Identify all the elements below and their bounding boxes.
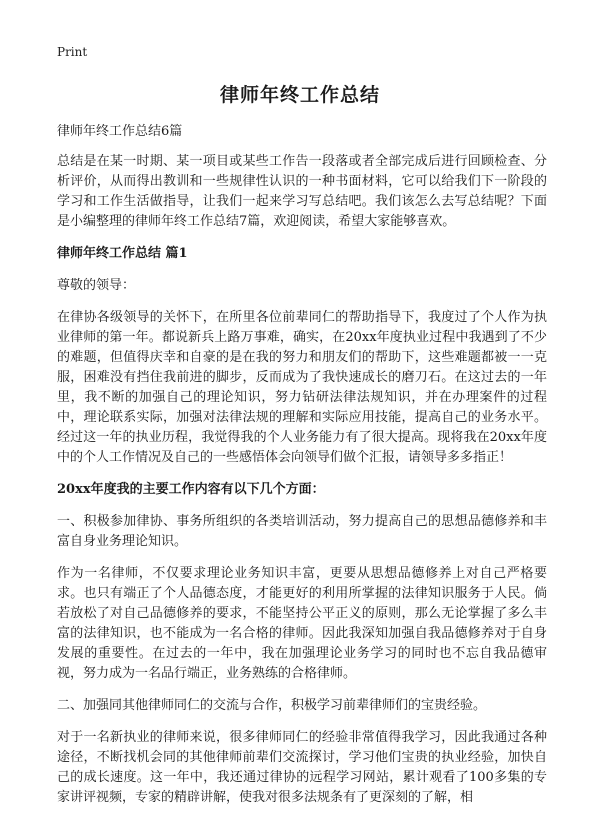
point-1: 一、积极参加律协、事务所组织的各类培训活动，努力提高自己的思想品德修养和丰富自身业务理论知识。 bbox=[57, 514, 547, 549]
greeting: 尊敬的领导： bbox=[57, 278, 136, 293]
body-paragraph-3: 对于一名新执业的律师来说，很多律师同仁的经验非常值得我学习，因此我通过各种途径，不断找机会同的其他律师前辈们交流探讨，学习他们宝贵的执业经验，加快自己的成长速度。这一年中，我还通过律协的远程学习网站，累计观看了100多集的专家讲评视频，专家的精辟讲解，使我对很多法规条有了更深刻的了解，相 bbox=[57, 730, 547, 805]
body-paragraph-1: 在律协各级领导的关怀下，在所里各位前辈同仁的帮助指导下，我度过了个人作为执业律师的第一年。都说新兵上路万事难，确实，在20xx年度执业过程中我遇到了不少的难题，但值得庆幸和自豪的是在我的努力和朋友们的帮助下，这些难题都被一一克服，困难没有挡住我前进的脚步，反而成为了我快速成长的磨刀石。在这过去的一年里，我不断的加强自己的理论知识，努力钻研法律法规知识，并在办理案件的过程中，理论联系实际，加强对法律法规的理解和实际应用技能，提高自己的业务水平。经过这一年的执业历程，我觉得我的个人业务能力有了很大提高。现将我在20xx年度中的个人工作情况及自己的一些感悟体会向领导们做个汇报，请领导多多指正！ bbox=[57, 310, 547, 465]
intro-paragraph: 总结是在某一时期、某一项目或某些工作告一段落或者全部完成后进行回顾检查、分析评价，从而得出教训和一些规律性认识的一种书面材料，它可以给我们下一阶段的学习和工作生活做指导，让我们一起来学习写总结吧。我们该怎么去写总结呢？下面是小编整理的律师年终工作总结7篇，欢迎阅读，希望大家能够喜欢。 bbox=[57, 154, 547, 229]
section-heading: 律师年终工作总结 篇1 bbox=[57, 246, 188, 261]
work-heading: 20xx年度我的主要工作内容有以下几个方面： bbox=[57, 482, 325, 497]
print-link[interactable]: Print bbox=[57, 45, 88, 59]
point-2: 二、加强同其他律师同仁的交流与合作，积极学习前辈律师们的宝贵经验。 bbox=[57, 698, 487, 713]
document-subtitle: 律师年终工作总结6篇 bbox=[57, 124, 183, 139]
body-paragraph-2: 作为一名律师，不仅要求理论业务知识丰富，更要从思想品德修养上对自己严格要求。也只有端正了个人品德态度，才能更好的利用所掌握的法律知识服务于人民。倘若放松了对自己品德修养的要求，不能坚持公平正义的原则，那么无论掌握了多么丰富的法律知识，也不能成为一名合格的律师。因此我深知加强自我品德修养对于自身发展的重要性。在过去的一年中，我在加强理论业务学习的同时也不忘自我品德审视，努力成为一名品行端正，业务熟练的合格律师。 bbox=[57, 566, 547, 681]
page-title: 律师年终工作总结 bbox=[219, 84, 380, 106]
document-body bbox=[57, 122, 547, 820]
